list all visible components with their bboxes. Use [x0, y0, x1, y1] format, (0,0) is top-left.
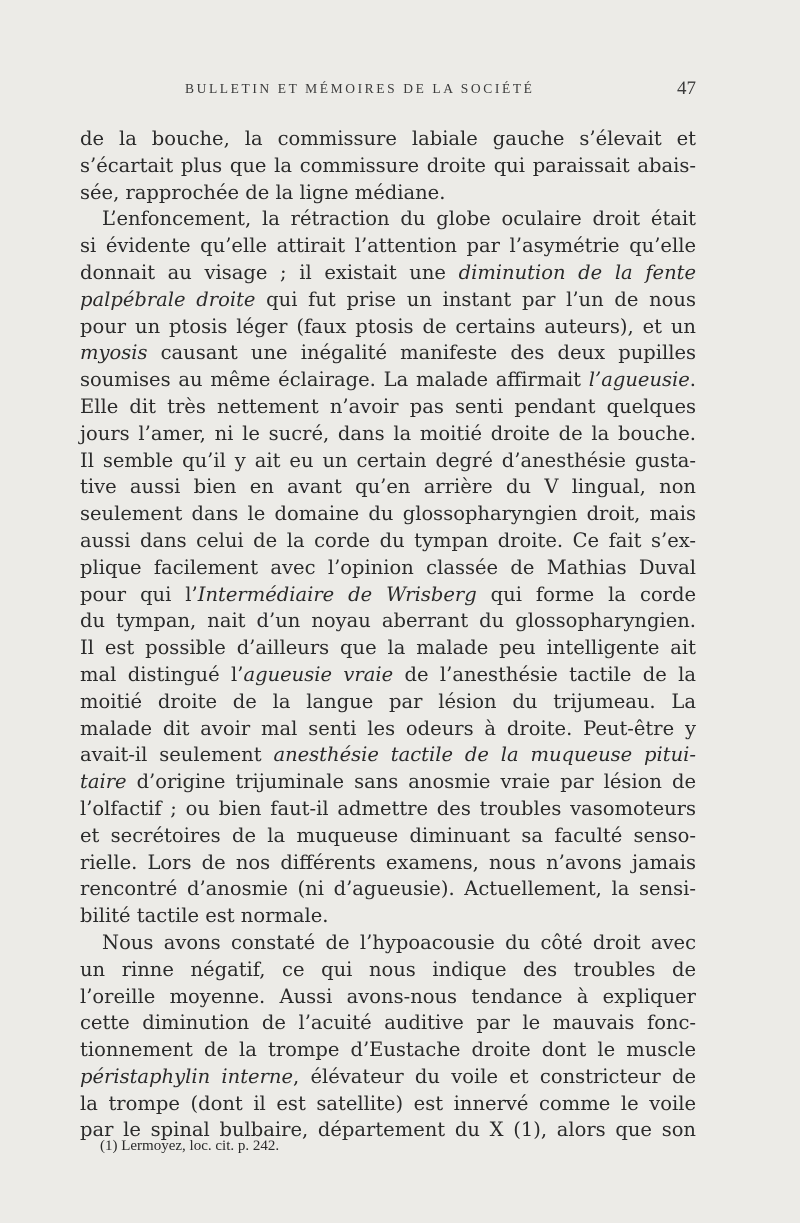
text-segment: pour qui l’ [80, 582, 198, 606]
text-line [80, 528, 696, 555]
text-line [80, 716, 696, 743]
text-segment: de l’anesthésie tactile de la [393, 662, 696, 686]
text-line [80, 340, 696, 367]
text-line [80, 1091, 696, 1118]
text-line [80, 421, 696, 448]
text-line [80, 689, 696, 716]
text-segment: Nous avons constaté de l’hypoacousie du côté droit avec [102, 930, 696, 954]
text-segment: malade dit avoir mal senti les odeurs à droite. Peut-être y [80, 716, 696, 740]
italic-text-segment: palpébrale droite [80, 287, 256, 311]
text-segment: causant une inégalité manifeste des deux pupilles [147, 341, 696, 365]
text-line [80, 287, 696, 314]
text-line [80, 903, 696, 930]
text-line [80, 314, 696, 341]
text-segment: pour un ptosis léger (faux ptosis de certains auteurs), et un [80, 314, 696, 338]
text-line [80, 448, 696, 475]
italic-text-segment: l’agueusie [588, 368, 690, 392]
text-segment: du tympan, nait d’un noyau aberrant du glossopharyngien. [80, 609, 696, 633]
text-segment: donnait au visage ; il existait une [80, 260, 459, 284]
text-segment: qui fut prise un instant par l’un de nous [255, 287, 696, 311]
italic-text-segment: Intermédiaire de Wrisberg [197, 582, 477, 606]
text-segment: seulement dans le domaine du glossopharyngien droit, mais [80, 502, 696, 526]
text-line [80, 555, 696, 582]
text-segment: plique facilement avec l’opinion classée de Mathias Duval [80, 555, 696, 579]
text-segment: rielle. Lors de nos différents examens, nous n’avons jamais [80, 850, 696, 874]
text-segment: moitié droite de la langue par lésion du trijumeau. La [80, 689, 696, 713]
text-line [80, 930, 696, 957]
text-line [80, 1010, 696, 1037]
text-segment: tive aussi bien en avant qu’en arrière du V lingual, non [80, 475, 696, 499]
text-segment: aussi dans celui de la corde du tympan droite. Ce fait s’ex- [80, 528, 696, 552]
text-line [80, 206, 696, 233]
text-line [80, 582, 696, 609]
text-segment: Il est possible d’ailleurs que la malade peu intelligente ait [80, 636, 696, 660]
text-line [80, 153, 696, 180]
text-line [80, 126, 696, 153]
text-segment: l’olfactif ; ou bien faut-il admettre des troubles vasomoteurs [80, 796, 696, 820]
text-segment: avait-il seulement [80, 743, 274, 767]
text-segment: soumises au même éclairage. La malade affirmait [80, 368, 589, 392]
text-line [80, 876, 696, 903]
italic-text-segment: agueusie vraie [243, 662, 394, 686]
text-segment: rencontré d’anosmie (ni d’agueusie). Actuellement, la sensi- [80, 877, 696, 901]
text-line [80, 635, 696, 662]
running-head: BULLETIN ET MÉMOIRES DE LA SOCIÉTÉ [185, 81, 535, 96]
text-segment: mal distingué l’ [80, 662, 244, 686]
text-line [80, 823, 696, 850]
text-segment: et secrétoires de la muqueuse diminuant sa faculté senso- [80, 823, 696, 847]
text-segment: sée, rapprochée de la ligne médiane. [80, 180, 446, 204]
text-segment: si évidente qu’elle attirait l’attention par l’asymétrie qu’elle [80, 234, 696, 258]
text-line [80, 180, 696, 207]
text-line [80, 260, 696, 287]
italic-text-segment: péristaphylin interne [80, 1064, 293, 1088]
text-segment: d’origine trijuminale sans anosmie vraie par lésion de [126, 770, 696, 794]
body-text [80, 126, 696, 1144]
text-segment: , élévateur du voile et constricteur de [293, 1064, 696, 1088]
footnote: (1) Lermoyez, loc. cit. p. 242. [100, 1138, 280, 1154]
text-segment: par le spinal bulbaire, département du X (1), alors que son [80, 1118, 696, 1142]
text-line [80, 1064, 696, 1091]
page-number: 47 [677, 78, 696, 99]
italic-text-segment: taire [80, 770, 127, 794]
text-line [80, 474, 696, 501]
text-segment: jours l’amer, ni le sucré, dans la moitié droite de la bouche. [80, 421, 696, 445]
text-segment: Elle dit très nettement n’avoir pas senti pendant quelques [80, 394, 696, 418]
page-header [80, 78, 696, 102]
text-line [80, 394, 696, 421]
text-segment: . [689, 368, 696, 392]
text-line [80, 367, 696, 394]
italic-text-segment: anesthésie tactile de la muqueuse pitui- [273, 743, 696, 767]
text-segment: s’écartait plus que la commissure droite qui paraissait abais- [80, 153, 696, 177]
text-segment: l’oreille moyenne. Aussi avons-nous tendance à expliquer [80, 984, 696, 1008]
text-segment: bilité tactile est normale. [80, 904, 329, 928]
text-segment: de la bouche, la commissure labiale gauche s’élevait et [80, 127, 696, 150]
text-line [80, 1037, 696, 1064]
text-line [80, 501, 696, 528]
text-line [80, 984, 696, 1011]
text-segment: un rinne négatif, ce qui nous indique des troubles de [80, 957, 696, 981]
text-line [80, 608, 696, 635]
italic-text-segment: myosis [80, 341, 148, 365]
text-segment: qui forme la corde [476, 582, 697, 606]
text-line [80, 662, 696, 689]
text-segment: cette diminution de l’acuité auditive par le mauvais fonc- [80, 1011, 696, 1035]
text-line [80, 769, 696, 796]
text-line [80, 957, 696, 984]
text-segment: Il semble qu’il y ait eu un certain degré d’anesthésie gusta- [80, 448, 696, 472]
text-segment: L’enfoncement, la rétraction du globe oculaire droit était [102, 207, 696, 231]
text-line [80, 796, 696, 823]
text-line [80, 233, 696, 260]
text-segment: la trompe (dont il est satellite) est innervé comme le voile [80, 1091, 696, 1115]
italic-text-segment: diminution de la fente [458, 260, 697, 284]
text-line [80, 742, 696, 769]
text-line [80, 850, 696, 877]
text-segment: tionnement de la trompe d’Eustache droite dont le muscle [80, 1038, 696, 1062]
